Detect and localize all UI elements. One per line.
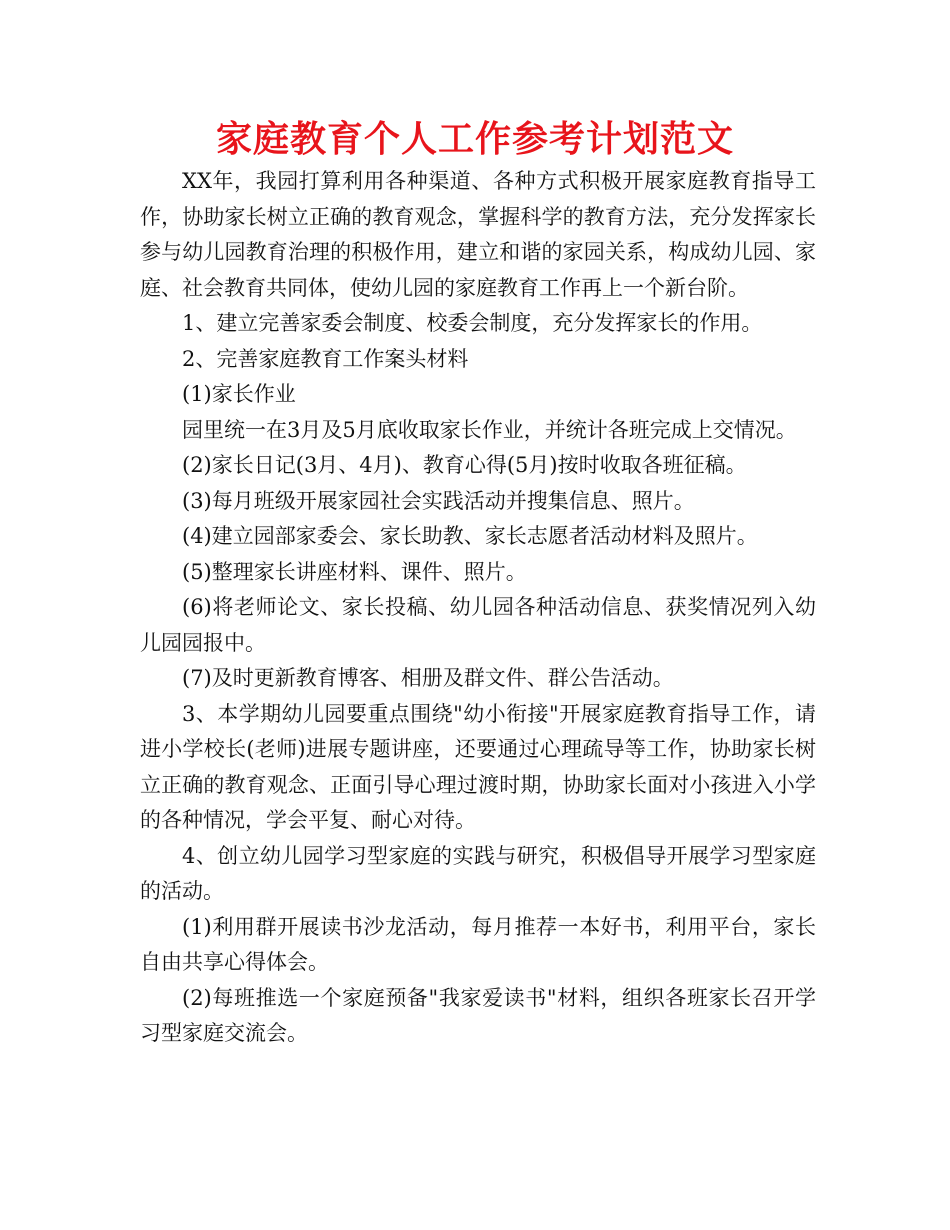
- paragraph-item-1: 1、建立完善家委会制度、校委会制度，充分发挥家长的作用。: [182, 311, 763, 335]
- paragraph-subitem-2-2: (2)家长日记(3月、4月)、教育心得(5月)按时收取各班征稿。: [182, 453, 747, 477]
- paragraph-subitem-4-1: (1)利用群开展读书沙龙活动，每月推荐一本好书，利用平台，家长自由共享心得体会。: [140, 914, 816, 974]
- paragraph-subitem-2-5: (5)整理家长讲座材料、课件、照片。: [182, 559, 527, 584]
- paragraph-subitem-2-4: (4)建立园部家委会、家长助教、家长志愿者活动材料及照片。: [182, 524, 758, 548]
- paragraph-subitem-2-6: (6)将老师论文、家长投稿、幼儿园各种活动信息、获奖情况列入幼儿园园报中。: [140, 595, 816, 655]
- paragraph-subitem-4-2: (2)每班推选一个家庭预备"我家爱读书"材料，组织各班家长召开学习型家庭交流会。: [140, 985, 816, 1045]
- paragraph-item-2: 2、完善家庭教育工作案头材料: [182, 346, 469, 371]
- paragraph-subitem-2-1-detail: 园里统一在3月及5月底收取家长作业，并统计各班完成上交情况。: [182, 417, 797, 442]
- document-body: [140, 164, 816, 1052]
- paragraph-item-4: 4、创立幼儿园学习型家庭的实践与研究，积极倡导开展学习型家庭的活动。: [140, 843, 816, 903]
- paragraph-item-3: 3、本学期幼儿园要重点围绕"幼小衔接"开展家庭教育指导工作，请进小学校长(老师)进展专题讲座，还要通过心理疏导等工作，协助家长树立正确的教育观念、正面引导心理过渡时期，协助家长面对小孩进入小学的各种情况，学会平复、耐心对待。: [140, 701, 816, 832]
- paragraph-subitem-2-3: (3)每月班级开展家园社会实践活动并搜集信息、照片。: [182, 488, 695, 513]
- page-title: 家庭教育个人工作参考计划范文: [215, 119, 734, 160]
- paragraph-intro: XX年，我园打算利用各种渠道、各种方式积极开展家庭教育指导工作，协助家长树立正确的教育观念，掌握科学的教育方法，充分发挥家长参与幼儿园教育治理的积极作用，建立和谐的家园关系，构成幼儿园、家庭、社会教育共同体，使幼儿园的家庭教育工作再上一个新台阶。: [140, 169, 816, 300]
- paragraph-subitem-2-1: (1)家长作业: [182, 382, 296, 406]
- paragraph-subitem-2-7: (7)及时更新教育博客、相册及群文件、群公告活动。: [182, 666, 674, 690]
